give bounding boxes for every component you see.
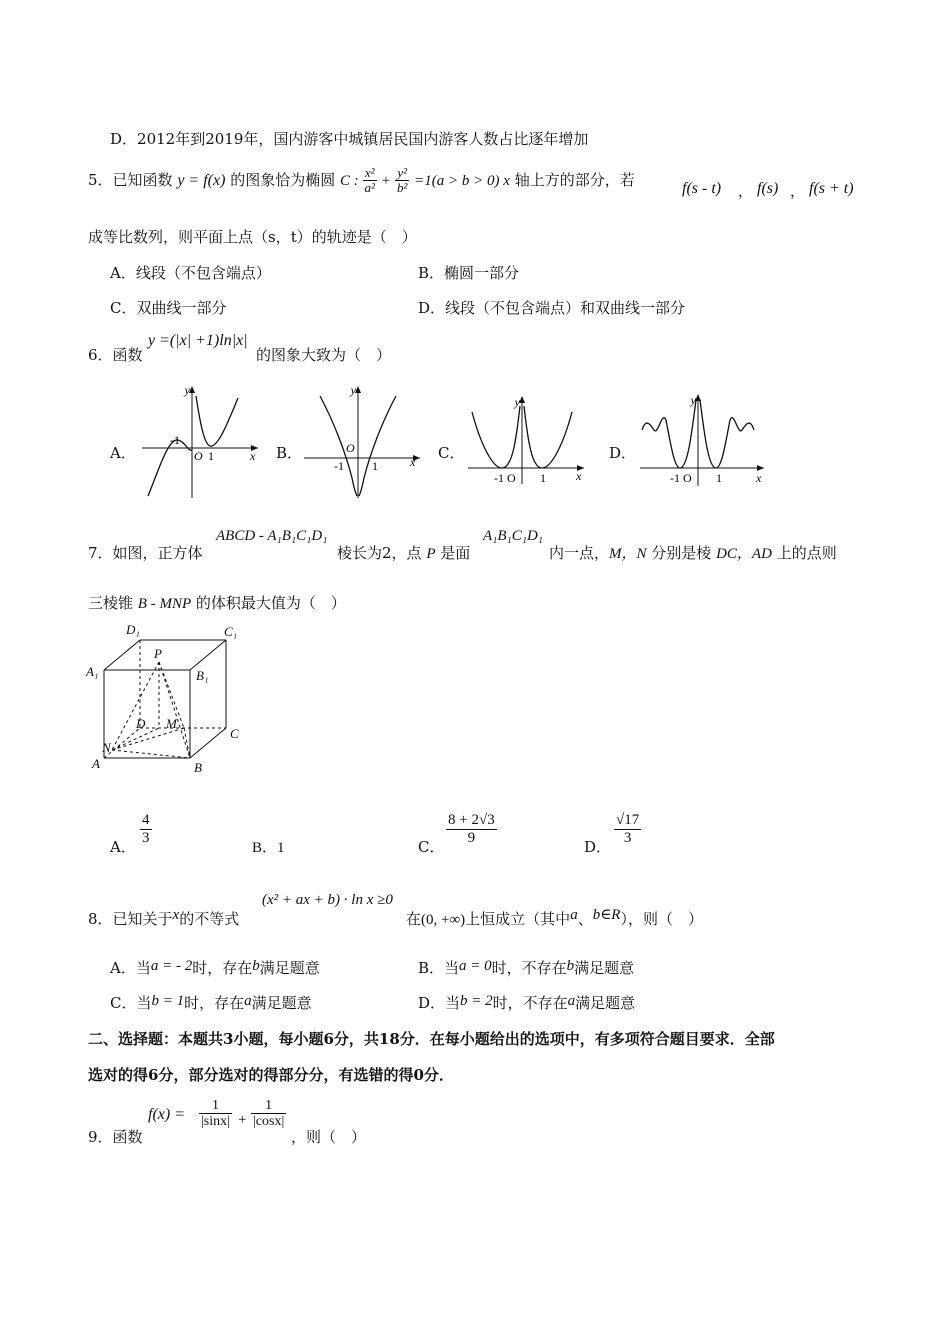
q7-face: A₁B₁C₁D₁ <box>483 528 544 544</box>
q5-stem-b: 的图象恰为椭圆 <box>230 170 336 189</box>
tick-minus1: -1 <box>334 459 344 473</box>
q6-option-c-label: C． <box>438 444 465 462</box>
q7-stem-h: 的体积最大值为（ ） <box>195 594 346 612</box>
q6-stem <box>88 344 143 365</box>
edge-bc <box>190 728 226 758</box>
q6-stem-a: 6．函数 <box>88 346 143 364</box>
q7-cube: ABCD - A₁B₁C₁D₁ <box>216 528 328 544</box>
q8-a: a <box>570 907 578 923</box>
q5-option-d: D．线段（不包含端点）和双曲线一部分 <box>418 299 686 317</box>
q8-option-d: D．当b = 2时，不存在a满足题意 <box>418 993 636 1012</box>
label-a: A <box>92 756 100 771</box>
q7-optc-den: 9 <box>467 829 476 846</box>
curve-right <box>359 396 396 496</box>
q9-sin-den: |sinx| <box>201 1114 230 1130</box>
tick-minus1-origin: -1 O <box>494 471 516 485</box>
q7-stem-line1 <box>337 542 470 563</box>
label-c: C <box>230 726 239 741</box>
q9-stem-b: ，则（ ） <box>291 1128 367 1146</box>
q8-stem-e: ），则（ ） <box>620 910 703 928</box>
edge-a1d1 <box>104 640 140 670</box>
q8-dun: 、 <box>577 910 593 928</box>
q8-interval: (0, +∞) <box>421 912 466 928</box>
q6-stem-b: 的图象大致为（ ） <box>256 346 392 364</box>
q7-option-b: B．1 <box>252 840 285 856</box>
section2-heading-line1: 二、选择题：本题共3小题，每小题6分，共18分．在每小题给出的选项中，有多项符合题目要求．全部 <box>88 1030 775 1048</box>
q7-stem-g: 三棱锥 <box>88 594 134 612</box>
label-n: N <box>102 740 111 755</box>
origin-label: O <box>346 441 355 455</box>
q8-stem-d: 上恒成立（其中 <box>465 910 571 928</box>
y-label: y <box>514 395 520 409</box>
label-m: M <box>166 716 177 731</box>
q8-option-c: C．当b = 1时，存在a满足题意 <box>110 993 312 1012</box>
label-a1: A₁ <box>86 664 99 679</box>
x-label: x <box>756 471 762 485</box>
q8-x: x <box>172 907 180 923</box>
q8-stem-a: 8．已知关于 <box>88 910 173 928</box>
origin-label: O <box>194 449 203 463</box>
label-c1: C₁ <box>224 624 238 639</box>
q7-dc-ad: DC，AD <box>716 546 772 562</box>
tick-1: 1 <box>540 471 546 485</box>
q5-comma-2: ， <box>790 182 806 200</box>
q7-opta-den: 3 <box>142 829 150 846</box>
q9-cos-den: |cosx| <box>253 1114 285 1130</box>
label-d1: D₁ <box>126 622 140 637</box>
q7-stem-c: 是面 <box>435 544 471 562</box>
edge-pb <box>159 662 190 758</box>
label-b1: B₁ <box>196 668 209 683</box>
q6-func: y =(|x| +1)ln|x| <box>148 332 248 349</box>
q7-option-c-frac <box>446 812 497 846</box>
q8-b-in-r: b∈R <box>592 907 621 923</box>
q7-option-d-frac <box>614 812 641 846</box>
q9-cos-num: 1 <box>251 1098 286 1114</box>
q7-mn: M，N <box>609 546 647 562</box>
tick-minus1: -1 <box>170 433 180 447</box>
q5-comma-1: ， <box>738 182 754 200</box>
q9-frac-sin <box>199 1098 232 1130</box>
q7-stem-line1b <box>549 542 837 563</box>
edge-n-proj <box>112 728 159 750</box>
q6-option-d-label: D． <box>609 444 637 462</box>
tick-1: 1 <box>716 471 722 485</box>
q5-option-c: C．双曲线一部分 <box>110 299 227 317</box>
q8-option-b: B．当a = 0时，不存在b满足题意 <box>418 958 635 977</box>
tick-1: 1 <box>372 459 378 473</box>
q6-graph-c <box>464 392 588 492</box>
tick-1: 1 <box>208 449 214 463</box>
q6-graph-b <box>300 382 424 502</box>
q8-stem-line <box>88 908 239 929</box>
q7-stem-f: 上的点则 <box>771 544 837 562</box>
curve-right <box>196 396 238 446</box>
q7-tetra: B - MNP <box>137 596 192 612</box>
q5-frac-x: $\frac{\text{x²}}{\text{a²}}$ <box>364 165 375 196</box>
x-label: x <box>576 469 582 483</box>
label-d: D <box>136 716 146 731</box>
label-b: B <box>194 760 202 775</box>
edge-nb <box>112 750 190 758</box>
curve-right <box>524 406 572 468</box>
q5-func: y = f(x) <box>177 171 226 189</box>
y-label: y <box>350 383 356 397</box>
q7-option-a-frac <box>140 812 152 846</box>
q5-f-s: f(s) <box>757 180 779 197</box>
q8-stem-line-b <box>406 908 703 929</box>
curve-left <box>472 406 520 468</box>
q9-stem-a: 9．函数 <box>88 1128 143 1146</box>
q6-option-b-label: B． <box>276 444 303 462</box>
q5-option-b: B．椭圆一部分 <box>418 264 520 282</box>
edge-b1c1 <box>190 640 226 670</box>
q9-fx: f(x) = <box>148 1106 185 1123</box>
q8-stem-c: 在 <box>406 910 422 928</box>
q7-point-p: P <box>426 546 436 562</box>
q5-frac-y: $\frac{\text{y²}}{\text{b²}}$ <box>396 165 408 196</box>
q5-f-s-minus-t: f(s - t) <box>682 180 722 197</box>
q5-stem-line1: 5．已知函数 y = f(x) 的图象恰为椭圆 C : $\frac{\text{x²}}{\text{a²}}$ + $\frac{\text{y²}}{\text{b²}}$ =1(a > b > 0) x 轴上方的部分，若 <box>88 165 635 196</box>
q7-stem-line2 <box>88 592 346 613</box>
x-label: x <box>410 455 416 469</box>
y-label: y <box>184 383 190 397</box>
q4-option-d: D．2012年到2019年，国内游客中城镇居民国内游客人数占比逐年增加 <box>110 130 589 148</box>
curve-right <box>700 400 754 468</box>
edge-pn <box>112 662 159 750</box>
q7-option-d-label: D． <box>584 838 612 856</box>
q8-stem-b: 的不等式 <box>179 910 240 928</box>
q7-optd-num: √17 <box>616 812 640 828</box>
edge-nm <box>112 728 184 750</box>
q6-graph-a <box>138 382 262 502</box>
q9-plus: + <box>238 1112 247 1128</box>
q7-option-a-label: A． <box>110 838 136 856</box>
label-p: P <box>154 646 162 661</box>
q5-stem-line2: 成等比数列，则平面上点（s，t）的轨迹是（ ） <box>88 228 417 246</box>
q5-f-s-plus-t: f(s + t) <box>809 180 854 197</box>
q6-option-a-label: A． <box>110 444 136 462</box>
q5-option-a: A．线段（不包含端点） <box>110 264 271 282</box>
section2-heading-line2: 选对的得6分，部分选对的得部分分，有选错的得0分． <box>88 1066 454 1084</box>
curve-left <box>642 400 696 468</box>
q7-stem-a: 7．如图，正方体 <box>88 544 203 562</box>
q7-option-c-label: C． <box>418 838 445 856</box>
q9-frac-cos <box>251 1098 286 1130</box>
q5-ellipse-c: C : <box>340 172 363 189</box>
q8-option-a: A．当a = - 2时，存在b满足题意 <box>110 958 320 977</box>
q7-stem-d: 内一点， <box>549 544 610 562</box>
q7-opta-num: 4 <box>142 812 150 828</box>
x-label: x <box>250 449 256 463</box>
q7-cube-diagram <box>84 618 254 782</box>
q5-stem-a: 5．已知函数 <box>88 170 173 189</box>
q7-stem-b: 棱长为2，点 <box>337 544 427 562</box>
q6-graph-d <box>636 390 768 492</box>
q8-inequality: (x² + ax + b) · ln x ≥0 <box>262 892 393 908</box>
q9-sin-num: 1 <box>199 1098 232 1114</box>
tick-minus1-origin: -1 O <box>670 471 692 485</box>
q7-optc-num: 8 + 2√3 <box>448 812 495 828</box>
q7-optd-den: 3 <box>623 829 632 846</box>
q7-stem-e: 分别是棱 <box>646 544 717 562</box>
y-label: y <box>690 393 696 407</box>
q5-stem-c: 轴上方的部分，若 <box>514 170 635 189</box>
q5-eq-tail: =1(a > b > 0) x <box>414 172 510 189</box>
